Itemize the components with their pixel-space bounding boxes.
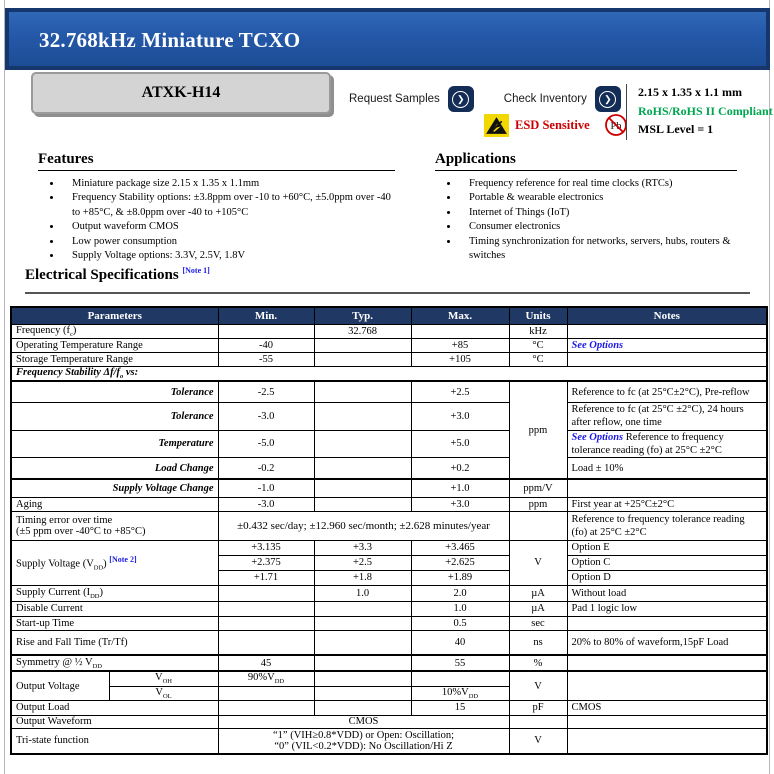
esd-warning-icon xyxy=(484,114,509,137)
table-header-row xyxy=(11,307,767,324)
compliance-icons-row xyxy=(484,113,628,137)
cell-max: +2.625 xyxy=(411,555,509,570)
param-rise-fall-time: Rise and Fall Time (Tr/Tf) xyxy=(11,630,218,655)
cell-min: -40 xyxy=(218,338,314,352)
param-disable-current: Disable Current xyxy=(11,601,218,616)
feature-item: • Frequency Stability options: ±3.8ppm over -10 to +60°C, ±5.0ppm over -40 to +85°C, & ±8.0ppm over -40 to +105°C xyxy=(62,191,395,220)
param-load-change: Load Change xyxy=(11,457,218,479)
package-dimensions: 2.15 x 1.35 x 1.1 mm xyxy=(638,85,742,99)
cell-notes xyxy=(567,338,767,352)
cell-max: +3.0 xyxy=(411,403,509,430)
cell-max: 1.0 xyxy=(411,601,509,616)
cell-min: -3.0 xyxy=(218,403,314,430)
table-row xyxy=(11,540,767,555)
cell-min: +3.135 xyxy=(218,540,314,555)
cell-notes xyxy=(567,324,767,338)
cell-empty xyxy=(314,381,411,403)
cell-max: +3.465 xyxy=(411,540,509,555)
cell-max: +1.89 xyxy=(411,570,509,585)
cell-empty xyxy=(314,655,411,671)
cell-empty xyxy=(218,700,314,715)
table-row xyxy=(11,479,767,497)
cell-max: 40 xyxy=(411,630,509,655)
cell-empty xyxy=(411,671,509,686)
cell-units: % xyxy=(509,655,567,671)
cell-tristate-value: “1” (VIH≥0.8*VDD) or Open: Oscillation; “0” (VIL<0.2*VDD): No Oscillation/Hi Z xyxy=(218,728,509,754)
cell-max: +0.2 xyxy=(411,457,509,479)
applications-section xyxy=(435,151,737,264)
param-operating-temp: Operating Temperature Range xyxy=(11,338,218,352)
cell-notes: Pad 1 logic low xyxy=(567,601,767,616)
electrical-spec-table xyxy=(10,306,768,755)
cell-notes: See Options Reference to frequency tolerance reading (fo) at 25°C ±2°C xyxy=(567,430,767,457)
param-aging: Aging xyxy=(11,497,218,511)
cell-notes xyxy=(567,715,767,728)
cell-empty xyxy=(314,338,411,352)
param-symmetry: Symmetry @ ½ $V_{DD}$ xyxy=(11,655,218,671)
col-header-units: Units xyxy=(509,307,567,324)
table-row xyxy=(11,671,767,686)
feature-item: • Miniature package size 2.15 x 1.35 x 1.1mm xyxy=(62,177,395,191)
cell-units: °C xyxy=(509,338,567,352)
cell-max: +105 xyxy=(411,352,509,366)
cell-notes: Option E xyxy=(567,540,767,555)
cell-vol-label: $V_{OL}$ xyxy=(109,686,218,700)
cell-min: 45 xyxy=(218,655,314,671)
cell-max: 0.5 xyxy=(411,616,509,630)
cell-units: V xyxy=(509,728,567,754)
cell-empty xyxy=(314,497,411,511)
cell-units: ns xyxy=(509,630,567,655)
table-row xyxy=(11,457,767,479)
col-header-typ: Typ. xyxy=(314,307,411,324)
section-row-frequency-stability xyxy=(11,366,767,381)
cell-units: V xyxy=(509,671,567,700)
cell-notes: Reference to frequency tolerance reading (fo) at 25°C ±2°C xyxy=(567,511,767,540)
cell-min: +2.375 xyxy=(218,555,314,570)
cell-notes xyxy=(567,655,767,671)
table-row xyxy=(11,511,767,540)
rohs-compliance: RoHS/RoHS II Compliant xyxy=(638,103,773,118)
param-tristate-function: Tri-state function xyxy=(11,728,218,754)
cell-max: +5.0 xyxy=(411,430,509,457)
applications-heading: Applications xyxy=(435,151,737,171)
application-item: • Portable & wearable electronics xyxy=(459,191,737,205)
cell-timing-error-value: ±0.432 sec/day; ±12.960 sec/month; ±2.628 minutes/year xyxy=(218,511,509,540)
esd-sensitive-label: ESD Sensitive xyxy=(515,117,590,132)
application-item: • Consumer electronics xyxy=(459,220,737,234)
cell-empty xyxy=(314,430,411,457)
table-row xyxy=(11,601,767,616)
cell-empty xyxy=(314,686,411,700)
cell-empty xyxy=(314,630,411,655)
package-info-block xyxy=(638,83,773,139)
param-tolerance-prereflow: Tolerance xyxy=(11,381,218,403)
cell-min: -1.0 xyxy=(218,479,314,497)
cell-min: +1.71 xyxy=(218,570,314,585)
spec-heading-text: Electrical Specifications xyxy=(25,267,179,283)
cell-notes xyxy=(567,616,767,630)
header-actions xyxy=(349,86,621,112)
cell-empty xyxy=(218,601,314,616)
cell-typ: +3.3 xyxy=(314,540,411,555)
cell-typ: 1.0 xyxy=(314,585,411,601)
cell-empty xyxy=(509,715,567,728)
table-row xyxy=(11,403,767,430)
cell-notes: Option C xyxy=(567,555,767,570)
applications-list xyxy=(459,177,737,264)
cell-units: µA xyxy=(509,585,567,601)
cell-notes xyxy=(567,479,767,497)
arrow-right-icon: ❯ xyxy=(599,91,616,108)
table-row xyxy=(11,585,767,601)
table-row xyxy=(11,381,767,403)
cell-max: 55 xyxy=(411,655,509,671)
feature-item: • Output waveform CMOS xyxy=(62,220,395,234)
col-header-parameters: Parameters xyxy=(11,307,218,324)
cell-units: ppm xyxy=(509,497,567,511)
cell-units: °C xyxy=(509,352,567,366)
features-section xyxy=(38,151,395,264)
table-row xyxy=(11,324,767,338)
msl-level: MSL Level = 1 xyxy=(638,122,714,137)
cell-notes: Reference to fc (at 25°C ±2°C), 24 hours after reflow, one time xyxy=(567,403,767,430)
cell-voh-label: $V_{OH}$ xyxy=(109,671,218,686)
cell-min: -55 xyxy=(218,352,314,366)
param-temperature-stability: Temperature xyxy=(11,430,218,457)
cell-units: V xyxy=(509,540,567,585)
cell-max: 2.0 xyxy=(411,585,509,601)
pb-free-icon xyxy=(604,113,628,137)
cell-max: +3.0 xyxy=(411,497,509,511)
cell-units: µA xyxy=(509,601,567,616)
cell-empty xyxy=(314,700,411,715)
cell-notes xyxy=(567,728,767,754)
param-tolerance-postreflow: Tolerance xyxy=(11,403,218,430)
cell-empty xyxy=(314,457,411,479)
cell-notes: Option D xyxy=(567,570,767,585)
cell-max: +2.5 xyxy=(411,381,509,403)
param-supply-current: Supply Current $(I_{DD})$ xyxy=(11,585,218,601)
features-list xyxy=(62,177,395,264)
table-row xyxy=(11,655,767,671)
cell-empty xyxy=(314,601,411,616)
cell-notes: CMOS xyxy=(567,700,767,715)
table-row xyxy=(11,630,767,655)
pb-label: Pb xyxy=(610,121,622,132)
cell-notes: 20% to 80% of waveform,15pF Load xyxy=(567,630,767,655)
cell-empty xyxy=(218,585,314,601)
cell-min: -0.2 xyxy=(218,457,314,479)
cell-min: -5.0 xyxy=(218,430,314,457)
cell-voh-min: $90\%V_{DD}$ xyxy=(218,671,314,686)
cell-notes: Without load xyxy=(567,585,767,601)
cell-notes xyxy=(567,671,767,700)
cell-min: -2.5 xyxy=(218,381,314,403)
cell-typ: 32.768 xyxy=(314,324,411,338)
cell-max: +1.0 xyxy=(411,479,509,497)
cell-notes: Reference to fc (at 25°C±2°C), Pre-reflow xyxy=(567,381,767,403)
param-supply-voltage: Supply Voltage $(V_{DD})$ [Note 2] xyxy=(11,540,218,585)
cell-empty xyxy=(314,403,411,430)
application-item: • Timing synchronization for networks, servers, hubs, routers & switches xyxy=(459,235,737,264)
see-options-link[interactable]: See Options xyxy=(571,431,624,443)
cell-units: sec xyxy=(509,616,567,630)
table-row xyxy=(11,715,767,728)
page-border-left xyxy=(4,0,5,774)
application-item: • Frequency reference for real time clocks (RTCs) xyxy=(459,177,737,191)
param-output-load: Output Load xyxy=(11,700,218,715)
param-output-waveform: Output Waveform xyxy=(11,715,218,728)
cell-notes: Load ± 10% xyxy=(567,457,767,479)
param-output-voltage: Output Voltage xyxy=(11,671,109,700)
header-divider xyxy=(626,84,627,140)
param-frequency: Frequency $(f_c)$ xyxy=(11,324,218,338)
cell-units: ppm/V xyxy=(509,479,567,497)
frequency-stability-section-label: Frequency Stability $\Delta f/f_o$ vs: xyxy=(11,366,767,381)
cell-empty xyxy=(314,352,411,366)
cell-empty xyxy=(314,479,411,497)
cell-notes: First year at +25°C±2°C xyxy=(567,497,767,511)
cell-typ: +1.8 xyxy=(314,570,411,585)
model-number-box xyxy=(31,72,331,114)
spec-heading xyxy=(25,266,210,284)
application-item: • Internet of Things (IoT) xyxy=(459,206,737,220)
request-samples-button[interactable] xyxy=(448,86,474,112)
arrow-right-icon: ❯ xyxy=(452,91,469,108)
param-storage-temp: Storage Temperature Range xyxy=(11,352,218,366)
table-row xyxy=(11,728,767,754)
cell-empty xyxy=(218,616,314,630)
feature-item: • Supply Voltage options: 3.3V, 2.5V, 1.8V xyxy=(62,249,395,263)
cell-max: +85 xyxy=(411,338,509,352)
cell-vol-max: $10\%V_{DD}$ xyxy=(411,686,509,700)
model-number: ATXK-H14 xyxy=(141,84,221,101)
see-options-link[interactable]: See Options xyxy=(571,339,624,351)
note1-reference-link[interactable]: [Note 1] xyxy=(182,266,210,275)
param-startup-time: Start-up Time xyxy=(11,616,218,630)
table-row xyxy=(11,700,767,715)
spec-heading-rule xyxy=(25,292,750,294)
page-title: 32.768kHz Miniature TCXO xyxy=(39,28,301,52)
param-timing-error: Timing error over time (±5 ppm over -40°C to +85°C) xyxy=(11,511,218,540)
cell-max: 15 xyxy=(411,700,509,715)
table-row xyxy=(11,616,767,630)
cell-empty xyxy=(218,630,314,655)
features-heading: Features xyxy=(38,151,395,171)
check-inventory-button[interactable] xyxy=(595,86,621,112)
cell-units: kHz xyxy=(509,324,567,338)
col-header-min: Min. xyxy=(218,307,314,324)
request-samples-label: Request Samples xyxy=(349,93,440,105)
table-row xyxy=(11,497,767,511)
col-header-max: Max. xyxy=(411,307,509,324)
cell-units-ppm: ppm xyxy=(509,381,567,480)
col-header-notes: Notes xyxy=(567,307,767,324)
note2-reference-link[interactable]: [Note 2] xyxy=(109,554,137,564)
cell-notes xyxy=(567,352,767,366)
table-row xyxy=(11,430,767,457)
cell-empty xyxy=(509,511,567,540)
cell-min: -3.0 xyxy=(218,497,314,511)
cell-empty xyxy=(218,324,314,338)
cell-units: pF xyxy=(509,700,567,715)
cell-typ: +2.5 xyxy=(314,555,411,570)
check-inventory-label: Check Inventory xyxy=(503,93,587,105)
table-row xyxy=(11,338,767,352)
param-supply-voltage-change: Supply Voltage Change xyxy=(11,479,218,497)
feature-item: • Low power consumption xyxy=(62,235,395,249)
cell-output-waveform-value: CMOS xyxy=(218,715,509,728)
cell-empty xyxy=(411,324,509,338)
cell-empty xyxy=(314,671,411,686)
title-banner xyxy=(5,8,770,70)
cell-empty xyxy=(314,616,411,630)
cell-empty xyxy=(218,686,314,700)
table-row xyxy=(11,352,767,366)
